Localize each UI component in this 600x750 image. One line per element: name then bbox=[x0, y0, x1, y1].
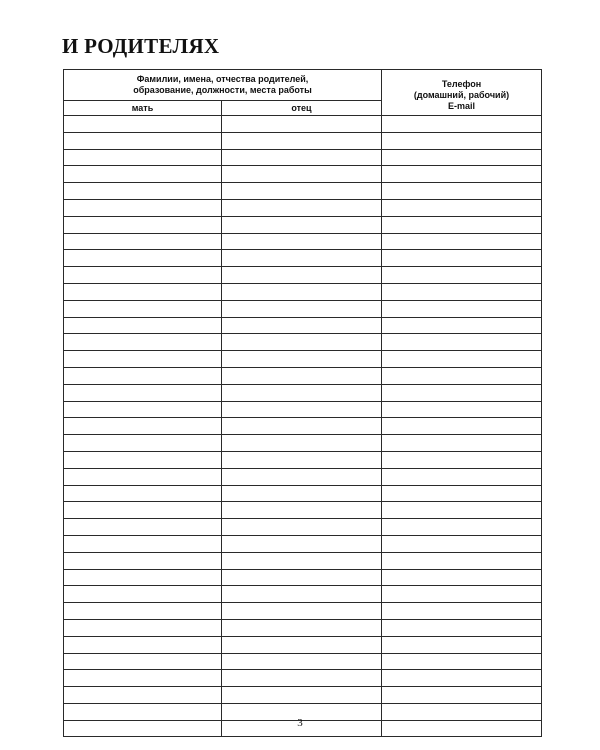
table-row bbox=[64, 435, 542, 452]
father-cell bbox=[222, 485, 382, 502]
mother-cell bbox=[64, 687, 222, 704]
table-row bbox=[64, 250, 542, 267]
father-cell bbox=[222, 250, 382, 267]
father-cell bbox=[222, 468, 382, 485]
phone-cell bbox=[382, 586, 542, 603]
phone-header-line1: Телефон bbox=[441, 79, 482, 89]
mother-cell bbox=[64, 535, 222, 552]
phone-cell bbox=[382, 418, 542, 435]
father-cell bbox=[222, 401, 382, 418]
father-cell bbox=[222, 418, 382, 435]
mother-cell bbox=[64, 451, 222, 468]
phone-cell bbox=[382, 687, 542, 704]
mother-cell bbox=[64, 116, 222, 133]
mother-cell bbox=[64, 233, 222, 250]
phone-cell bbox=[382, 149, 542, 166]
father-cell bbox=[222, 283, 382, 300]
phone-cell bbox=[382, 603, 542, 620]
phone-cell bbox=[382, 250, 542, 267]
table-row bbox=[64, 233, 542, 250]
table-row bbox=[64, 670, 542, 687]
phone-cell bbox=[382, 552, 542, 569]
table-row bbox=[64, 300, 542, 317]
phone-cell bbox=[382, 569, 542, 586]
father-cell bbox=[222, 233, 382, 250]
table-row bbox=[64, 653, 542, 670]
table-row bbox=[64, 502, 542, 519]
father-cell bbox=[222, 300, 382, 317]
table-row bbox=[64, 519, 542, 536]
table-row bbox=[64, 351, 542, 368]
father-cell bbox=[222, 502, 382, 519]
table-header-row bbox=[64, 70, 542, 101]
table-row bbox=[64, 451, 542, 468]
phone-cell bbox=[382, 351, 542, 368]
parents-info-header-line1: Фамилии, имена, отчества родителей, bbox=[136, 74, 309, 84]
table-row bbox=[64, 418, 542, 435]
mother-cell bbox=[64, 502, 222, 519]
phone-cell bbox=[382, 535, 542, 552]
mother-cell bbox=[64, 216, 222, 233]
mother-cell bbox=[64, 351, 222, 368]
table-row bbox=[64, 401, 542, 418]
phone-cell bbox=[382, 636, 542, 653]
table-row bbox=[64, 166, 542, 183]
phone-cell bbox=[382, 216, 542, 233]
table-row bbox=[64, 619, 542, 636]
phone-cell bbox=[382, 401, 542, 418]
mother-cell bbox=[64, 435, 222, 452]
phone-cell bbox=[382, 199, 542, 216]
mother-header: мать bbox=[64, 101, 222, 116]
table-row bbox=[64, 199, 542, 216]
phone-cell bbox=[382, 267, 542, 284]
phone-cell bbox=[382, 116, 542, 133]
father-cell bbox=[222, 687, 382, 704]
mother-cell bbox=[64, 183, 222, 200]
parents-info-header-line2: образование, должности, места работы bbox=[133, 85, 312, 95]
phone-cell bbox=[382, 435, 542, 452]
mother-cell bbox=[64, 317, 222, 334]
phone-cell bbox=[382, 317, 542, 334]
mother-cell bbox=[64, 300, 222, 317]
father-cell bbox=[222, 116, 382, 133]
mother-cell bbox=[64, 603, 222, 620]
phone-cell bbox=[382, 283, 542, 300]
phone-cell bbox=[382, 468, 542, 485]
table-row bbox=[64, 535, 542, 552]
table-row bbox=[64, 687, 542, 704]
table-row bbox=[64, 283, 542, 300]
father-cell bbox=[222, 435, 382, 452]
father-cell bbox=[222, 384, 382, 401]
phone-header-line2: (домашний, рабочий) bbox=[413, 90, 510, 100]
mother-cell bbox=[64, 569, 222, 586]
table-row bbox=[64, 367, 542, 384]
parents-info-header bbox=[64, 70, 382, 101]
page-title: И РОДИТЕЛЯХ bbox=[62, 34, 220, 58]
father-cell bbox=[222, 183, 382, 200]
mother-cell bbox=[64, 149, 222, 166]
father-cell bbox=[222, 569, 382, 586]
table-row bbox=[64, 149, 542, 166]
table-row bbox=[64, 636, 542, 653]
father-cell bbox=[222, 552, 382, 569]
mother-cell bbox=[64, 485, 222, 502]
father-cell bbox=[222, 267, 382, 284]
mother-cell bbox=[64, 552, 222, 569]
father-cell bbox=[222, 199, 382, 216]
table-row bbox=[64, 334, 542, 351]
father-cell bbox=[222, 535, 382, 552]
phone-cell bbox=[382, 384, 542, 401]
table-row bbox=[64, 216, 542, 233]
phone-cell bbox=[382, 233, 542, 250]
table-row bbox=[64, 468, 542, 485]
father-cell bbox=[222, 653, 382, 670]
father-cell bbox=[222, 216, 382, 233]
father-cell bbox=[222, 367, 382, 384]
mother-cell bbox=[64, 283, 222, 300]
table-row bbox=[64, 586, 542, 603]
phone-cell bbox=[382, 166, 542, 183]
table-row bbox=[64, 485, 542, 502]
father-cell bbox=[222, 317, 382, 334]
table-row bbox=[64, 116, 542, 133]
mother-cell bbox=[64, 619, 222, 636]
mother-cell bbox=[64, 267, 222, 284]
mother-cell bbox=[64, 653, 222, 670]
phone-cell bbox=[382, 619, 542, 636]
phone-header bbox=[382, 70, 542, 116]
father-cell bbox=[222, 619, 382, 636]
phone-cell bbox=[382, 183, 542, 200]
mother-cell bbox=[64, 334, 222, 351]
phone-cell bbox=[382, 670, 542, 687]
phone-cell bbox=[382, 451, 542, 468]
mother-cell bbox=[64, 199, 222, 216]
phone-cell bbox=[382, 485, 542, 502]
phone-cell bbox=[382, 132, 542, 149]
phone-cell bbox=[382, 502, 542, 519]
phone-cell bbox=[382, 334, 542, 351]
mother-cell bbox=[64, 367, 222, 384]
mother-cell bbox=[64, 250, 222, 267]
father-cell bbox=[222, 603, 382, 620]
mother-cell bbox=[64, 401, 222, 418]
father-cell bbox=[222, 636, 382, 653]
phone-header-line3: E-mail bbox=[447, 101, 475, 111]
mother-cell bbox=[64, 519, 222, 536]
phone-cell bbox=[382, 653, 542, 670]
phone-cell bbox=[382, 367, 542, 384]
table-row bbox=[64, 267, 542, 284]
phone-cell bbox=[382, 300, 542, 317]
father-cell bbox=[222, 670, 382, 687]
parents-table bbox=[63, 69, 542, 737]
father-cell bbox=[222, 132, 382, 149]
mother-cell bbox=[64, 132, 222, 149]
phone-cell bbox=[382, 519, 542, 536]
table-row bbox=[64, 384, 542, 401]
mother-cell bbox=[64, 166, 222, 183]
mother-cell bbox=[64, 670, 222, 687]
mother-cell bbox=[64, 636, 222, 653]
page-number: 3 bbox=[297, 717, 303, 729]
table-body bbox=[64, 116, 542, 737]
mother-cell bbox=[64, 418, 222, 435]
father-cell bbox=[222, 334, 382, 351]
father-cell bbox=[222, 451, 382, 468]
father-cell bbox=[222, 586, 382, 603]
father-header: отец bbox=[222, 101, 382, 116]
table-row bbox=[64, 183, 542, 200]
table-row bbox=[64, 603, 542, 620]
table-row bbox=[64, 317, 542, 334]
father-cell bbox=[222, 519, 382, 536]
father-cell bbox=[222, 166, 382, 183]
mother-cell bbox=[64, 468, 222, 485]
table-row bbox=[64, 552, 542, 569]
mother-cell bbox=[64, 586, 222, 603]
father-cell bbox=[222, 351, 382, 368]
table-row bbox=[64, 132, 542, 149]
mother-cell bbox=[64, 384, 222, 401]
table-row bbox=[64, 569, 542, 586]
father-cell bbox=[222, 149, 382, 166]
